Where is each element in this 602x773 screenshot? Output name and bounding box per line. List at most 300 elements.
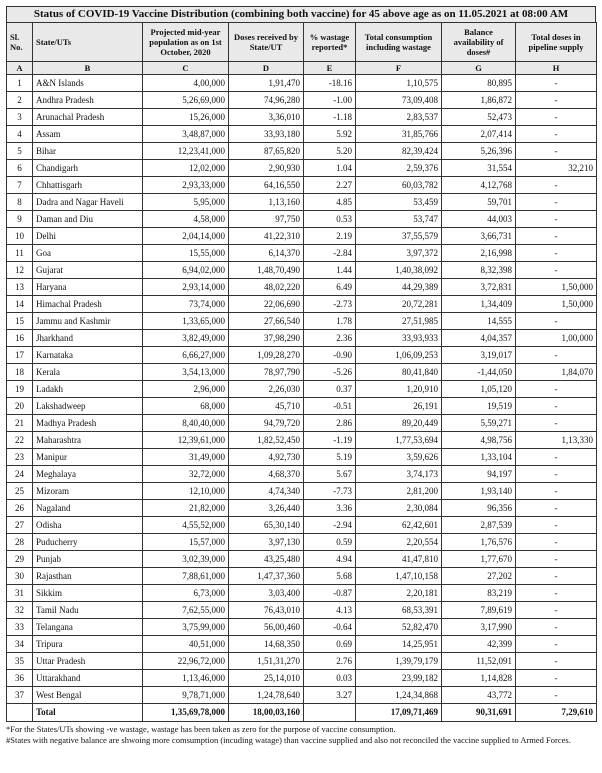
column-letter: A — [7, 62, 33, 75]
cell-wastage: 0.03 — [304, 670, 356, 687]
cell-population: 32,72,000 — [143, 466, 229, 483]
cell-state: West Bengal — [33, 687, 143, 704]
cell-balance: 43,772 — [442, 687, 516, 704]
cell-wastage: -2.73 — [304, 296, 356, 313]
footnote-balance: #States with negative balance are shwoing more comsumption (incuding watage) than vaccine supplied and also not reconciled the vaccine supplied to Armed Forces. — [6, 735, 571, 745]
cell-population: 12,10,000 — [143, 483, 229, 500]
cell-consumption: 2,81,200 — [356, 483, 442, 500]
table-row — [7, 517, 597, 534]
cell-doses-received: 1,91,470 — [229, 75, 304, 92]
cell-consumption: 2,83,537 — [356, 109, 442, 126]
table-row — [7, 211, 597, 228]
table-row — [7, 92, 597, 109]
cell-sl-no: 22 — [7, 432, 33, 449]
cell-consumption: 1,20,910 — [356, 381, 442, 398]
cell-consumption: 1,10,575 — [356, 75, 442, 92]
cell-consumption: 31,85,766 — [356, 126, 442, 143]
table-row — [7, 143, 597, 160]
column-letter: G — [442, 62, 516, 75]
cell-state: Lakshadweep — [33, 398, 143, 415]
table-row — [7, 500, 597, 517]
cell-pipeline: - — [516, 415, 597, 432]
cell-pipeline: - — [516, 670, 597, 687]
cell-population: 5,95,000 — [143, 194, 229, 211]
table-row — [7, 347, 597, 364]
cell-state: Odisha — [33, 517, 143, 534]
cell-population: 68,000 — [143, 398, 229, 415]
cell-sl-no: 34 — [7, 636, 33, 653]
cell-pipeline: - — [516, 568, 597, 585]
cell-wastage: -1.19 — [304, 432, 356, 449]
cell-balance: 1,76,576 — [442, 534, 516, 551]
cell-state: Haryana — [33, 279, 143, 296]
cell-population: 3,02,39,000 — [143, 551, 229, 568]
table-row — [7, 262, 597, 279]
cell-consumption: 1,39,79,179 — [356, 653, 442, 670]
cell-population: 2,96,000 — [143, 381, 229, 398]
cell-population: 5,26,69,000 — [143, 92, 229, 109]
cell-wastage: 1.44 — [304, 262, 356, 279]
cell-pipeline: - — [516, 483, 597, 500]
cell-consumption: 2,59,376 — [356, 160, 442, 177]
cell-state: Chandigarh — [33, 160, 143, 177]
cell-state: Andhra Pradesh — [33, 92, 143, 109]
cell-consumption: 26,191 — [356, 398, 442, 415]
table-title: Status of COVID-19 Vaccine Distribution (combining both vaccine) for 45 above age as on 11.05.2021 at 08:00 AM — [6, 6, 596, 22]
cell-wastage: 3.27 — [304, 687, 356, 704]
cell-sl-no: 30 — [7, 568, 33, 585]
cell-doses-received: 56,00,460 — [229, 619, 304, 636]
table-row — [7, 670, 597, 687]
cell-population: 1,13,46,000 — [143, 670, 229, 687]
cell-doses-received: 6,14,370 — [229, 245, 304, 262]
column-letter: D — [229, 62, 304, 75]
cell-consumption: 89,20,449 — [356, 415, 442, 432]
cell-state: Karnataka — [33, 347, 143, 364]
total-received: 18,00,03,160 — [229, 704, 304, 722]
cell-consumption: 2,30,084 — [356, 500, 442, 517]
cell-state: Telangana — [33, 619, 143, 636]
cell-doses-received: 4,68,370 — [229, 466, 304, 483]
cell-doses-received: 14,68,350 — [229, 636, 304, 653]
table-row — [7, 432, 597, 449]
table-row — [7, 160, 597, 177]
cell-doses-received: 74,96,280 — [229, 92, 304, 109]
cell-pipeline: - — [516, 75, 597, 92]
column-letter: H — [516, 62, 597, 75]
cell-state: Kerala — [33, 364, 143, 381]
cell-sl-no: 8 — [7, 194, 33, 211]
cell-population: 2,93,14,000 — [143, 279, 229, 296]
cell-wastage: 2.86 — [304, 415, 356, 432]
cell-pipeline: - — [516, 398, 597, 415]
table-row — [7, 109, 597, 126]
cell-pipeline: - — [516, 126, 597, 143]
cell-balance: 83,219 — [442, 585, 516, 602]
cell-wastage: -0.51 — [304, 398, 356, 415]
total-row — [7, 704, 597, 722]
cell-pipeline: - — [516, 347, 597, 364]
table-row — [7, 364, 597, 381]
cell-consumption: 1,24,34,868 — [356, 687, 442, 704]
cell-pipeline: - — [516, 143, 597, 160]
cell-pipeline: - — [516, 109, 597, 126]
table-row — [7, 415, 597, 432]
cell-sl-no: 25 — [7, 483, 33, 500]
cell-balance: 2,07,414 — [442, 126, 516, 143]
cell-sl-no: 32 — [7, 602, 33, 619]
cell-pipeline: - — [516, 653, 597, 670]
cell-balance: 31,554 — [442, 160, 516, 177]
cell-sl-no: 19 — [7, 381, 33, 398]
cell-pipeline: - — [516, 211, 597, 228]
cell-balance: 44,003 — [442, 211, 516, 228]
cell-doses-received: 22,06,690 — [229, 296, 304, 313]
cell-balance: 80,895 — [442, 75, 516, 92]
table-row — [7, 330, 597, 347]
cell-population: 9,78,71,000 — [143, 687, 229, 704]
cell-population: 8,40,40,000 — [143, 415, 229, 432]
cell-balance: 19,519 — [442, 398, 516, 415]
cell-wastage: 0.69 — [304, 636, 356, 653]
header-sl-no: Sl. No. — [7, 23, 33, 62]
cell-balance: 52,473 — [442, 109, 516, 126]
cell-sl-no: 31 — [7, 585, 33, 602]
cell-state: Bihar — [33, 143, 143, 160]
cell-consumption: 2,20,554 — [356, 534, 442, 551]
cell-balance: 42,399 — [442, 636, 516, 653]
cell-sl-no: 12 — [7, 262, 33, 279]
cell-wastage: -1.18 — [304, 109, 356, 126]
header-state: State/UTs — [33, 23, 143, 62]
cell-pipeline: - — [516, 177, 597, 194]
cell-population: 3,82,49,000 — [143, 330, 229, 347]
cell-state: Uttarakhand — [33, 670, 143, 687]
total-consumption: 17,09,71,469 — [356, 704, 442, 722]
cell-consumption: 3,59,626 — [356, 449, 442, 466]
cell-balance: 3,19,017 — [442, 347, 516, 364]
cell-wastage: 2.76 — [304, 653, 356, 670]
cell-state: Gujarat — [33, 262, 143, 279]
cell-balance: 5,59,271 — [442, 415, 516, 432]
cell-consumption: 52,82,470 — [356, 619, 442, 636]
cell-population: 7,62,55,000 — [143, 602, 229, 619]
cell-pipeline: - — [516, 245, 597, 262]
header-doses-received: Doses received by State/UT — [229, 23, 304, 62]
cell-state: Jammu and Kashmir — [33, 313, 143, 330]
cell-wastage: 6.49 — [304, 279, 356, 296]
cell-wastage: -18.16 — [304, 75, 356, 92]
header-wastage: % wastage reported* — [304, 23, 356, 62]
footnote-wastage: *For the States/UTs showing -ve wastage, wastage has been taken as zero for the purpose of vaccine consumption. — [6, 724, 396, 734]
cell-sl-no: 6 — [7, 160, 33, 177]
cell-state: Jharkhand — [33, 330, 143, 347]
vaccine-distribution-table — [6, 22, 597, 722]
cell-balance: 1,93,140 — [442, 483, 516, 500]
cell-doses-received: 3,97,130 — [229, 534, 304, 551]
cell-population: 2,93,33,000 — [143, 177, 229, 194]
cell-consumption: 14,25,951 — [356, 636, 442, 653]
cell-pipeline: - — [516, 585, 597, 602]
cell-sl-no: 4 — [7, 126, 33, 143]
cell-state: Meghalaya — [33, 466, 143, 483]
cell-population: 31,49,000 — [143, 449, 229, 466]
cell-sl-no: 9 — [7, 211, 33, 228]
table-row — [7, 568, 597, 585]
header-balance: Balance availability of doses# — [442, 23, 516, 62]
cell-wastage: -0.87 — [304, 585, 356, 602]
cell-balance: 4,12,768 — [442, 177, 516, 194]
cell-doses-received: 43,25,480 — [229, 551, 304, 568]
cell-population: 7,88,61,000 — [143, 568, 229, 585]
cell-population: 12,39,61,000 — [143, 432, 229, 449]
cell-sl-no: 21 — [7, 415, 33, 432]
cell-balance: 59,701 — [442, 194, 516, 211]
cell-pipeline: - — [516, 619, 597, 636]
cell-population: 12,02,000 — [143, 160, 229, 177]
cell-state: Tamil Nadu — [33, 602, 143, 619]
cell-doses-received: 1,82,52,450 — [229, 432, 304, 449]
cell-population: 73,74,000 — [143, 296, 229, 313]
cell-balance: 8,32,398 — [442, 262, 516, 279]
cell-state: Mizoram — [33, 483, 143, 500]
cell-consumption: 3,74,173 — [356, 466, 442, 483]
cell-sl-no: 36 — [7, 670, 33, 687]
cell-wastage: -5.26 — [304, 364, 356, 381]
table-row — [7, 313, 597, 330]
total-population: 1,35,69,78,000 — [143, 704, 229, 722]
table-row — [7, 585, 597, 602]
cell-pipeline: - — [516, 449, 597, 466]
cell-wastage: -1.00 — [304, 92, 356, 109]
header-pipeline: Total doses in pipeline supply — [516, 23, 597, 62]
table-row — [7, 602, 597, 619]
cell-pipeline: - — [516, 466, 597, 483]
cell-pipeline: - — [516, 313, 597, 330]
cell-wastage: 5.20 — [304, 143, 356, 160]
cell-sl-no: 10 — [7, 228, 33, 245]
table-body — [7, 75, 597, 704]
header-consumption: Total consumption including wastage — [356, 23, 442, 62]
cell-sl-no: 27 — [7, 517, 33, 534]
cell-state: Uttar Pradesh — [33, 653, 143, 670]
cell-sl-no: 28 — [7, 534, 33, 551]
cell-pipeline: - — [516, 500, 597, 517]
cell-pipeline: - — [516, 602, 597, 619]
table-row — [7, 551, 597, 568]
cell-consumption: 44,29,389 — [356, 279, 442, 296]
cell-state: Chhattisgarh — [33, 177, 143, 194]
table-row — [7, 483, 597, 500]
column-letter: F — [356, 62, 442, 75]
cell-wastage: 0.59 — [304, 534, 356, 551]
cell-wastage: 5.68 — [304, 568, 356, 585]
cell-state: Punjab — [33, 551, 143, 568]
cell-consumption: 37,55,579 — [356, 228, 442, 245]
cell-consumption: 41,47,810 — [356, 551, 442, 568]
cell-wastage: 2.27 — [304, 177, 356, 194]
header-population: Projected mid-year population as on 1st October, 2020 — [143, 23, 229, 62]
cell-doses-received: 48,02,220 — [229, 279, 304, 296]
cell-balance: 5,26,396 — [442, 143, 516, 160]
table-row — [7, 534, 597, 551]
cell-state: Sikkim — [33, 585, 143, 602]
total-sl-cell — [7, 704, 33, 722]
cell-population: 4,55,52,000 — [143, 517, 229, 534]
table-row — [7, 636, 597, 653]
cell-population: 40,51,000 — [143, 636, 229, 653]
cell-population: 4,00,000 — [143, 75, 229, 92]
cell-population: 21,82,000 — [143, 500, 229, 517]
cell-doses-received: 37,98,290 — [229, 330, 304, 347]
cell-doses-received: 1,51,31,270 — [229, 653, 304, 670]
total-wastage — [304, 704, 356, 722]
cell-state: Manipur — [33, 449, 143, 466]
cell-wastage: -7.73 — [304, 483, 356, 500]
cell-state: Assam — [33, 126, 143, 143]
cell-balance: 1,34,409 — [442, 296, 516, 313]
cell-balance: 4,04,357 — [442, 330, 516, 347]
cell-state: Arunachal Pradesh — [33, 109, 143, 126]
cell-population: 12,23,41,000 — [143, 143, 229, 160]
table-row — [7, 398, 597, 415]
cell-doses-received: 3,26,440 — [229, 500, 304, 517]
cell-state: Dadra and Nagar Haveli — [33, 194, 143, 211]
cell-pipeline: - — [516, 92, 597, 109]
cell-sl-no: 20 — [7, 398, 33, 415]
total-pipeline: 7,29,610 — [516, 704, 597, 722]
cell-wastage: 4.13 — [304, 602, 356, 619]
cell-population: 6,66,27,000 — [143, 347, 229, 364]
cell-population: 3,54,13,000 — [143, 364, 229, 381]
cell-pipeline: - — [516, 194, 597, 211]
cell-population: 15,55,000 — [143, 245, 229, 262]
cell-sl-no: 29 — [7, 551, 33, 568]
cell-population: 22,96,72,000 — [143, 653, 229, 670]
cell-sl-no: 37 — [7, 687, 33, 704]
cell-doses-received: 2,90,930 — [229, 160, 304, 177]
cell-sl-no: 1 — [7, 75, 33, 92]
cell-sl-no: 24 — [7, 466, 33, 483]
cell-consumption: 60,03,782 — [356, 177, 442, 194]
cell-population: 3,75,99,000 — [143, 619, 229, 636]
cell-state: A&N Islands — [33, 75, 143, 92]
cell-pipeline: 1,13,330 — [516, 432, 597, 449]
cell-balance: 3,72,831 — [442, 279, 516, 296]
cell-sl-no: 33 — [7, 619, 33, 636]
cell-doses-received: 97,750 — [229, 211, 304, 228]
cell-doses-received: 65,30,140 — [229, 517, 304, 534]
cell-doses-received: 1,24,78,640 — [229, 687, 304, 704]
cell-pipeline: 1,00,000 — [516, 330, 597, 347]
cell-pipeline: - — [516, 517, 597, 534]
table-row — [7, 449, 597, 466]
cell-consumption: 62,42,601 — [356, 517, 442, 534]
cell-consumption: 33,93,933 — [356, 330, 442, 347]
column-letter: C — [143, 62, 229, 75]
cell-population: 6,94,02,000 — [143, 262, 229, 279]
cell-doses-received: 3,03,400 — [229, 585, 304, 602]
cell-pipeline: 1,50,000 — [516, 296, 597, 313]
cell-wastage: -2.84 — [304, 245, 356, 262]
cell-consumption: 82,39,424 — [356, 143, 442, 160]
table-row — [7, 653, 597, 670]
cell-wastage: 1.78 — [304, 313, 356, 330]
cell-balance: 1,86,872 — [442, 92, 516, 109]
column-letter: E — [304, 62, 356, 75]
cell-state: Rajasthan — [33, 568, 143, 585]
cell-balance: 11,52,091 — [442, 653, 516, 670]
cell-pipeline: - — [516, 551, 597, 568]
table-row — [7, 381, 597, 398]
table-row — [7, 75, 597, 92]
cell-pipeline: - — [516, 262, 597, 279]
cell-doses-received: 3,36,010 — [229, 109, 304, 126]
cell-doses-received: 64,16,550 — [229, 177, 304, 194]
cell-pipeline: 1,50,000 — [516, 279, 597, 296]
cell-doses-received: 27,66,540 — [229, 313, 304, 330]
cell-wastage: 0.53 — [304, 211, 356, 228]
cell-doses-received: 25,14,010 — [229, 670, 304, 687]
cell-population: 6,73,000 — [143, 585, 229, 602]
cell-pipeline: 32,210 — [516, 160, 597, 177]
cell-doses-received: 76,43,010 — [229, 602, 304, 619]
cell-wastage: 1.04 — [304, 160, 356, 177]
cell-population: 1,33,65,000 — [143, 313, 229, 330]
table-row — [7, 194, 597, 211]
table-row — [7, 466, 597, 483]
cell-state: Puducherry — [33, 534, 143, 551]
cell-consumption: 80,41,840 — [356, 364, 442, 381]
cell-state: Goa — [33, 245, 143, 262]
cell-doses-received: 1,47,37,360 — [229, 568, 304, 585]
cell-state: Daman and Diu — [33, 211, 143, 228]
cell-pipeline: - — [516, 534, 597, 551]
cell-balance: 2,16,998 — [442, 245, 516, 262]
cell-doses-received: 1,09,28,270 — [229, 347, 304, 364]
cell-doses-received: 1,48,70,490 — [229, 262, 304, 279]
cell-pipeline: 1,84,070 — [516, 364, 597, 381]
cell-consumption: 73,09,408 — [356, 92, 442, 109]
cell-consumption: 23,99,182 — [356, 670, 442, 687]
table-row — [7, 687, 597, 704]
cell-sl-no: 26 — [7, 500, 33, 517]
cell-pipeline: - — [516, 381, 597, 398]
table-row — [7, 245, 597, 262]
cell-pipeline: - — [516, 687, 597, 704]
table-row — [7, 296, 597, 313]
cell-sl-no: 2 — [7, 92, 33, 109]
cell-balance: 14,555 — [442, 313, 516, 330]
cell-wastage: 5.19 — [304, 449, 356, 466]
column-letter-row — [7, 62, 597, 75]
cell-balance: 1,14,828 — [442, 670, 516, 687]
cell-consumption: 2,20,181 — [356, 585, 442, 602]
cell-doses-received: 78,97,790 — [229, 364, 304, 381]
cell-balance: 3,17,990 — [442, 619, 516, 636]
cell-sl-no: 17 — [7, 347, 33, 364]
cell-sl-no: 14 — [7, 296, 33, 313]
cell-balance: 96,356 — [442, 500, 516, 517]
cell-consumption: 53,747 — [356, 211, 442, 228]
cell-sl-no: 35 — [7, 653, 33, 670]
cell-sl-no: 11 — [7, 245, 33, 262]
cell-balance: 1,33,104 — [442, 449, 516, 466]
cell-consumption: 1,40,38,092 — [356, 262, 442, 279]
cell-state: Nagaland — [33, 500, 143, 517]
cell-sl-no: 15 — [7, 313, 33, 330]
total-label: Total — [33, 704, 143, 722]
